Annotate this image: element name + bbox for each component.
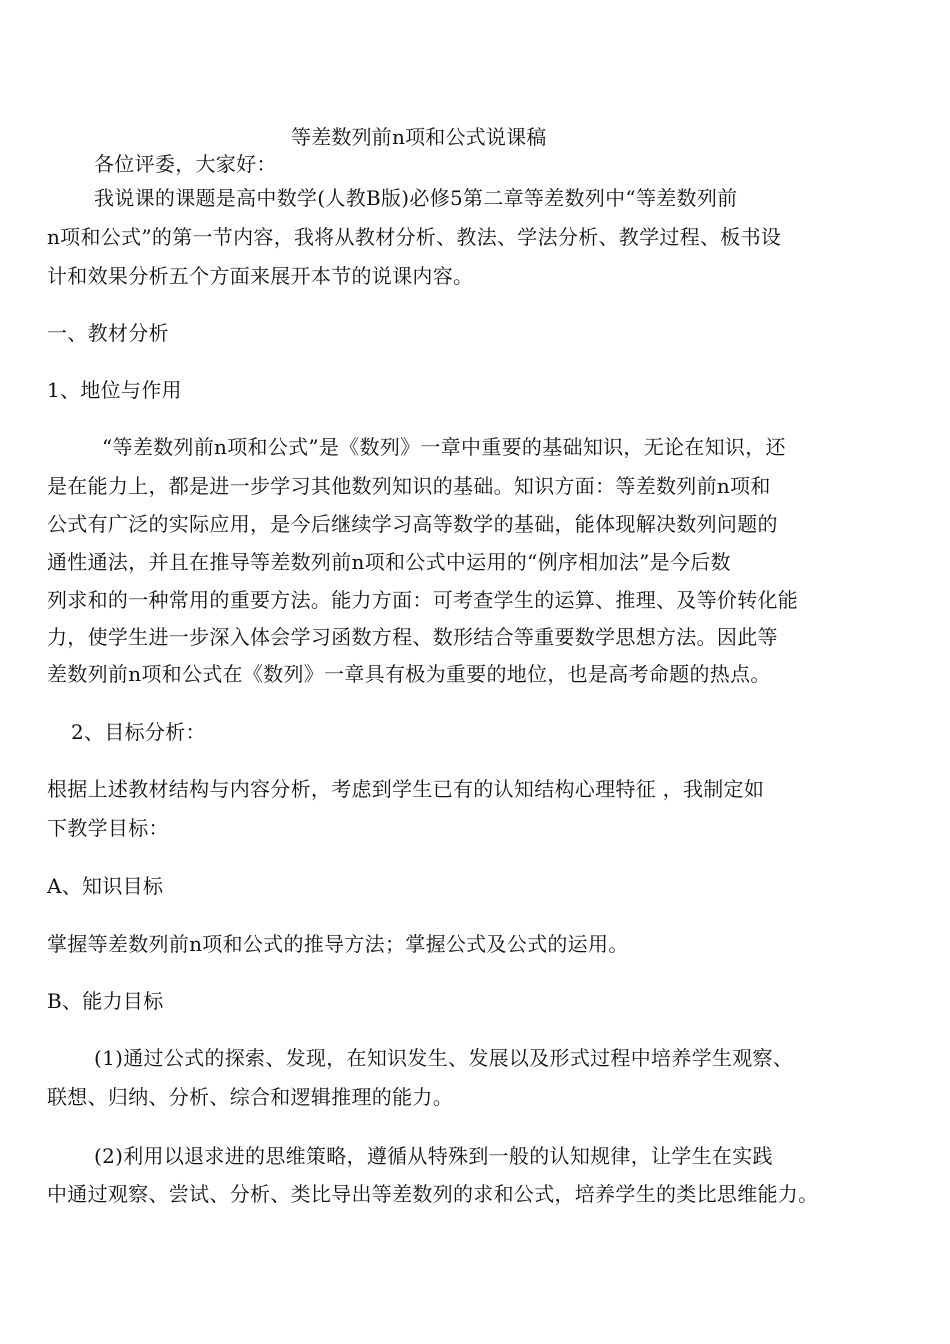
goal-a-heading: A、知识目标 <box>47 874 164 898</box>
greeting: 各位评委，大家好： <box>94 152 277 176</box>
intro-line-3: 计和效果分析五个方面来展开本节的说课内容。 <box>47 264 474 288</box>
paragraph-line-4: 通性通法，并且在推导等差数列前n项和公式中运用的“例序相加法”是今后数 <box>47 550 731 574</box>
paragraph-line-6: 力，使学生进一步深入体会学习函数方程、数形结合等重要数学思想方法。因此等 <box>47 625 778 649</box>
paragraph-line-1: “等差数列前n项和公式”是《数列》一章中重要的基础知识，无论在知识，还 <box>102 435 786 459</box>
section-heading-1: 一、教材分析 <box>47 321 169 345</box>
paragraph-line-2: 是在能力上，都是进一步学习其他数列知识的基础。知识方面：等差数列前n项和 <box>47 474 771 498</box>
paragraph-line-5: 列求和的一种常用的重要方法。能力方面：可考查学生的运算、推理、及等价转化能 <box>47 588 799 612</box>
intro-line-1: 我说课的课题是高中数学(人教B版)必修5第二章等差数列中“等差数列前 <box>94 186 738 210</box>
goal-b-item-2-line-1: (2)利用以退求进的思维策略，遵循从特殊到一般的认知规律，让学生在实践 <box>94 1144 773 1168</box>
paragraph-line-9: 下教学目标： <box>47 816 169 840</box>
paragraph-line-3: 公式有广泛的实际应用，是今后继续学习高等数学的基础，能体现解决数列问题的 <box>47 512 778 536</box>
paragraph-line-8: 根据上述教材结构与内容分析，考虑到学生已有的认知结构心理特征 ，我制定如 <box>47 777 765 801</box>
document-title: 等差数列前n项和公式说课稿 <box>291 125 547 149</box>
goal-b-item-1-line-1: (1)通过公式的探索、发现，在知识发生、发展以及形式过程中培养学生观察、 <box>94 1046 794 1070</box>
goal-a-text: 掌握等差数列前n项和公式的推导方法；掌握公式及公式的运用。 <box>47 932 629 956</box>
subsection-heading-2: 2、目标分析： <box>71 720 206 744</box>
intro-line-2: n项和公式”的第一节内容，我将从教材分析、教法、学法分析、教学过程、板书设 <box>47 225 782 249</box>
goal-b-heading: B、能力目标 <box>47 989 164 1013</box>
paragraph-line-7: 差数列前n项和公式在《数列》一章具有极为重要的地位，也是高考命题的热点。 <box>47 662 771 686</box>
goal-b-item-1-line-2: 联想、归纳、分析、综合和逻辑推理的能力。 <box>47 1085 453 1109</box>
goal-b-item-2-line-2: 中通过观察、尝试、分析、类比导出等差数列的求和公式，培养学生的类比思维能力。 <box>47 1182 819 1206</box>
subsection-heading-1: 1、地位与作用 <box>47 378 182 402</box>
